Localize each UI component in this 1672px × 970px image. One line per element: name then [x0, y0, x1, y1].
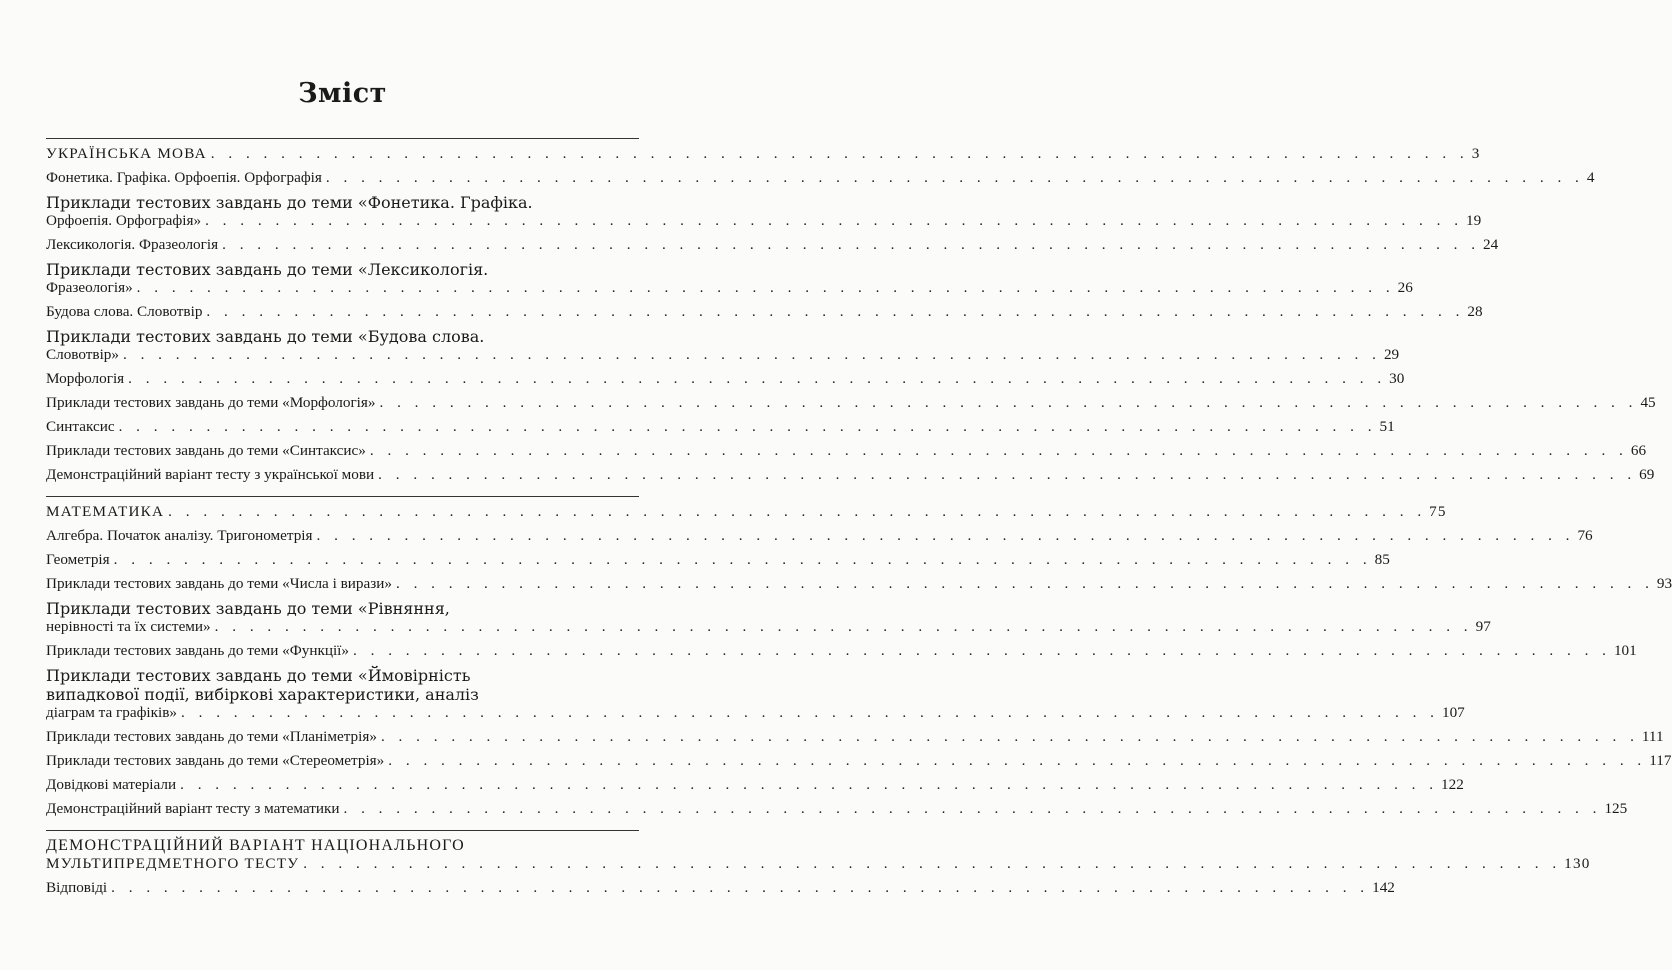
- toc-entry-page-number: 66: [1630, 442, 1647, 459]
- table-of-contents: [46, 138, 1672, 909]
- dot-leader: . . . . . . . . . . . . . . . . . . . . . . . . . . . . . . . . . . . . . . . . . . . . . . . . . . . . . . . . . . . . . . . . . . . . . . . .: [395, 575, 1654, 592]
- toc-section-heading-title: МУЛЬТИПРЕДМЕТНОГО ТЕСТУ: [46, 855, 300, 872]
- toc-entry-title: Будова слова. Словотвір: [46, 303, 203, 320]
- toc-entry[interactable]: [46, 260, 1413, 297]
- toc-entry[interactable]: [46, 575, 1672, 593]
- section-divider: [46, 138, 639, 139]
- toc-section-heading-page-number: 130: [1564, 855, 1591, 872]
- toc-entry[interactable]: [46, 642, 1637, 660]
- toc-section-heading-page-number: 3: [1471, 145, 1481, 162]
- toc-entry-page-number: 111: [1641, 728, 1664, 745]
- toc-entry-page-number: 30: [1389, 370, 1405, 387]
- toc-entry[interactable]: [46, 879, 1395, 897]
- dot-leader: . . . . . . . . . . . . . . . . . . . . . . . . . . . . . . . . . . . . . . . . . . . . . . . . . . . . . . . . . . . . . . . . . . . . . . . .: [316, 527, 1575, 544]
- toc-entry[interactable]: [46, 728, 1664, 746]
- section-gap: [46, 903, 639, 909]
- toc-entry-page-number: 85: [1374, 551, 1390, 568]
- dot-leader: . . . . . . . . . . . . . . . . . . . . . . . . . . . . . . . . . . . . . . . . . . . . . . . . . . . . . . . . . . . . . . . . . . . . . . . .: [206, 303, 1465, 320]
- toc-entry[interactable]: [46, 752, 1672, 770]
- toc-entry-page-number: 51: [1379, 418, 1395, 435]
- toc-section-heading[interactable]: [46, 837, 1591, 873]
- toc-entry-page-number: 122: [1441, 776, 1464, 793]
- toc-entry-title: Синтаксис: [46, 418, 115, 435]
- toc-entry-title: Приклади тестових завдань до теми «Синтаксис»: [46, 442, 366, 459]
- dot-leader: . . . . . . . . . . . . . . . . . . . . . . . . . . . . . . . . . . . . . . . . . . . . . . . . . . . . . . . . . . . . . . . . . . . . . . . .: [380, 728, 1639, 745]
- toc-entry-title: Відповіді: [46, 879, 108, 896]
- toc-entry-page-number: 117: [1649, 752, 1672, 769]
- toc-entry-title: Орфоепія. Орфографія»: [46, 212, 202, 229]
- dot-leader: . . . . . . . . . . . . . . . . . . . . . . . . . . . . . . . . . . . . . . . . . . . . . . . . . . . . . . . . . . . . . . . . . . . . . . . .: [168, 503, 1427, 520]
- toc-entry[interactable]: [46, 169, 1595, 187]
- toc-entry[interactable]: [46, 418, 1395, 436]
- toc-entry[interactable]: [46, 236, 1499, 254]
- toc-section-heading-title: МАТЕМАТИКА: [46, 503, 165, 520]
- toc-entry-page-number: 125: [1604, 800, 1628, 817]
- dot-leader: . . . . . . . . . . . . . . . . . . . . . . . . . . . . . . . . . . . . . . . . . . . . . . . . . . . . . . . . . . . . . . . . . . . . . . . .: [353, 642, 1611, 659]
- toc-entry[interactable]: [46, 466, 1655, 484]
- dot-leader: . . . . . . . . . . . . . . . . . . . . . . . . . . . . . . . . . . . . . . . . . . . . . . . . . . . . . . . . . . . . . . . . . . . . . . . .: [214, 618, 1473, 635]
- toc-entry-title-line: Приклади тестових завдань до теми «Будова слова.: [46, 327, 485, 346]
- toc-entry-title: Приклади тестових завдань до теми «Функції»: [46, 642, 349, 659]
- toc-entry-title: Приклади тестових завдань до теми «Морфологія»: [46, 394, 376, 411]
- toc-entry[interactable]: [46, 442, 1647, 460]
- toc-entry[interactable]: [46, 666, 1465, 722]
- toc-entry[interactable]: [46, 800, 1628, 818]
- toc-entry[interactable]: [46, 527, 1593, 545]
- toc-entry-title: Приклади тестових завдань до теми «Стереометрія»: [46, 752, 385, 769]
- dot-leader: . . . . . . . . . . . . . . . . . . . . . . . . . . . . . . . . . . . . . . . . . . . . . . . . . . . . . . . . . . . . . . . . . . . . . . . .: [210, 145, 1469, 162]
- toc-entry-page-number: 19: [1466, 212, 1482, 229]
- toc-entry[interactable]: [46, 776, 1464, 794]
- toc-entry-title: Морфологія: [46, 370, 125, 387]
- toc-entry[interactable]: [46, 193, 1482, 230]
- toc-entry-title: Демонстраційний варіант тесту з української мови: [46, 466, 375, 483]
- toc-section-heading[interactable]: [46, 145, 1481, 163]
- toc-entry[interactable]: [46, 394, 1656, 412]
- toc-entry-page-number: 26: [1397, 279, 1413, 296]
- toc-entry-title: Демонстраційний варіант тесту з математики: [46, 800, 340, 817]
- toc-entry-title-line: Приклади тестових завдань до теми «Ймовірність: [46, 666, 471, 685]
- toc-entry-page-number: 28: [1467, 303, 1483, 320]
- toc-section-heading[interactable]: [46, 503, 1447, 521]
- section-divider: [46, 830, 639, 831]
- toc-entry-title: Фразеологія»: [46, 279, 133, 296]
- dot-leader: . . . . . . . . . . . . . . . . . . . . . . . . . . . . . . . . . . . . . . . . . . . . . . . . . . . . . . . . . . . . . . . . . . . . . . . .: [122, 346, 1381, 363]
- toc-entry-page-number: 69: [1639, 466, 1655, 483]
- toc-entry-page-number: 107: [1441, 704, 1465, 721]
- dot-leader: . . . . . . . . . . . . . . . . . . . . . . . . . . . . . . . . . . . . . . . . . . . . . . . . . . . . . . . . . . . . . . . . . . . . . . . .: [379, 394, 1638, 411]
- toc-entry-page-number: 45: [1640, 394, 1656, 411]
- dot-leader: . . . . . . . . . . . . . . . . . . . . . . . . . . . . . . . . . . . . . . . . . . . . . . . . . . . . . . . . . . . . . . . . . . . . . . . .: [113, 551, 1372, 568]
- toc-entry-page-number: 24: [1483, 236, 1499, 253]
- toc-entry-title: Фонетика. Графіка. Орфоепія. Орфографія: [46, 169, 322, 186]
- toc-entry-page-number: 4: [1586, 169, 1595, 186]
- toc-entry-page-number: 97: [1475, 618, 1491, 635]
- toc-entry-page-number: 76: [1577, 527, 1593, 544]
- dot-leader: . . . . . . . . . . . . . . . . . . . . . . . . . . . . . . . . . . . . . . . . . . . . . . . . . . . . . . . . . . . . . . . . . . . . . . . .: [205, 212, 1464, 229]
- dot-leader: . . . . . . . . . . . . . . . . . . . . . . . . . . . . . . . . . . . . . . . . . . . . . . . . . . . . . . . . . . . . . . . . . . . . . . . .: [378, 466, 1637, 483]
- toc-entry-title-line: Приклади тестових завдань до теми «Лексикологія.: [46, 260, 489, 279]
- toc-entry-page-number: 29: [1383, 346, 1400, 363]
- toc-entry[interactable]: [46, 370, 1405, 388]
- dot-leader: . . . . . . . . . . . . . . . . . . . . . . . . . . . . . . . . . . . . . . . . . . . . . . . . . . . . . . . . . . . . . . . . . . . . . . . .: [180, 776, 1439, 793]
- toc-entry-title: діаграм та графіків»: [46, 704, 178, 721]
- toc-section-heading-title-line: ДЕМОНСТРАЦІЙНИЙ ВАРІАНТ НАЦІОНАЛЬНОГО: [46, 837, 465, 854]
- toc-entry-title-line: Приклади тестових завдань до теми «Фонетика. Графіка.: [46, 193, 533, 212]
- dot-leader: . . . . . . . . . . . . . . . . . . . . . . . . . . . . . . . . . . . . . . . . . . . . . . . . . . . . . . . . . . . . . . . . . . . . . . . .: [181, 704, 1439, 721]
- toc-entry[interactable]: [46, 599, 1491, 636]
- toc-entry-page-number: 101: [1613, 642, 1637, 659]
- toc-entry-title: Алгебра. Початок аналізу. Тригонометрія: [46, 527, 313, 544]
- toc-entry-title: Геометрія: [46, 551, 110, 568]
- dot-leader: . . . . . . . . . . . . . . . . . . . . . . . . . . . . . . . . . . . . . . . . . . . . . . . . . . . . . . . . . . . . . . . . . . . . . . . .: [388, 752, 1647, 769]
- dot-leader: . . . . . . . . . . . . . . . . . . . . . . . . . . . . . . . . . . . . . . . . . . . . . . . . . . . . . . . . . . . . . . . . . . . . . . . .: [128, 370, 1387, 387]
- toc-entry-title: Лексикологія. Фразеологія: [46, 236, 219, 253]
- toc-entry-title: Довідкові матеріали: [46, 776, 177, 793]
- section-divider: [46, 496, 639, 497]
- toc-section-heading-page-number: 75: [1429, 503, 1447, 520]
- dot-leader: . . . . . . . . . . . . . . . . . . . . . . . . . . . . . . . . . . . . . . . . . . . . . . . . . . . . . . . . . . . . . . . . . . . . . . . .: [111, 879, 1370, 896]
- toc-entry-page-number: 93: [1656, 575, 1672, 592]
- toc-entry-title-line: випадкової події, вибіркові характеристики, аналіз: [46, 685, 479, 704]
- dot-leader: . . . . . . . . . . . . . . . . . . . . . . . . . . . . . . . . . . . . . . . . . . . . . . . . . . . . . . . . . . . . . . . . . . . . . . . .: [222, 236, 1481, 253]
- toc-entry-title-line: Приклади тестових завдань до теми «Рівняння,: [46, 599, 450, 618]
- toc-entry-title: Словотвір»: [46, 346, 119, 363]
- toc-entry-title: нерівності та їх системи»: [46, 618, 211, 635]
- dot-leader: . . . . . . . . . . . . . . . . . . . . . . . . . . . . . . . . . . . . . . . . . . . . . . . . . . . . . . . . . . . . . . . . . . . . . . . .: [136, 279, 1395, 296]
- dot-leader: . . . . . . . . . . . . . . . . . . . . . . . . . . . . . . . . . . . . . . . . . . . . . . . . . . . . . . . . . . . . . . . . . . . . . . . .: [118, 418, 1377, 435]
- dot-leader: . . . . . . . . . . . . . . . . . . . . . . . . . . . . . . . . . . . . . . . . . . . . . . . . . . . . . . . . . . . . . . . . . . . . . . . .: [303, 855, 1562, 872]
- toc-entry-page-number: 142: [1372, 879, 1395, 896]
- toc-entry[interactable]: [46, 551, 1390, 569]
- toc-entry-title: Приклади тестових завдань до теми «Планіметрія»: [46, 728, 377, 745]
- toc-entry[interactable]: [46, 303, 1483, 321]
- toc-section-heading-title: УКРАЇНСЬКА МОВА: [46, 145, 207, 162]
- toc-entry[interactable]: [46, 327, 1400, 364]
- toc-entry-title: Приклади тестових завдань до теми «Числа і вирази»: [46, 575, 392, 592]
- dot-leader: . . . . . . . . . . . . . . . . . . . . . . . . . . . . . . . . . . . . . . . . . . . . . . . . . . . . . . . . . . . . . . . . . . . . . . . .: [369, 442, 1628, 459]
- dot-leader: . . . . . . . . . . . . . . . . . . . . . . . . . . . . . . . . . . . . . . . . . . . . . . . . . . . . . . . . . . . . . . . . . . . . . . . .: [325, 169, 1584, 186]
- page-title: Зміст: [298, 78, 387, 109]
- dot-leader: . . . . . . . . . . . . . . . . . . . . . . . . . . . . . . . . . . . . . . . . . . . . . . . . . . . . . . . . . . . . . . . . . . . . . . . .: [343, 800, 1602, 817]
